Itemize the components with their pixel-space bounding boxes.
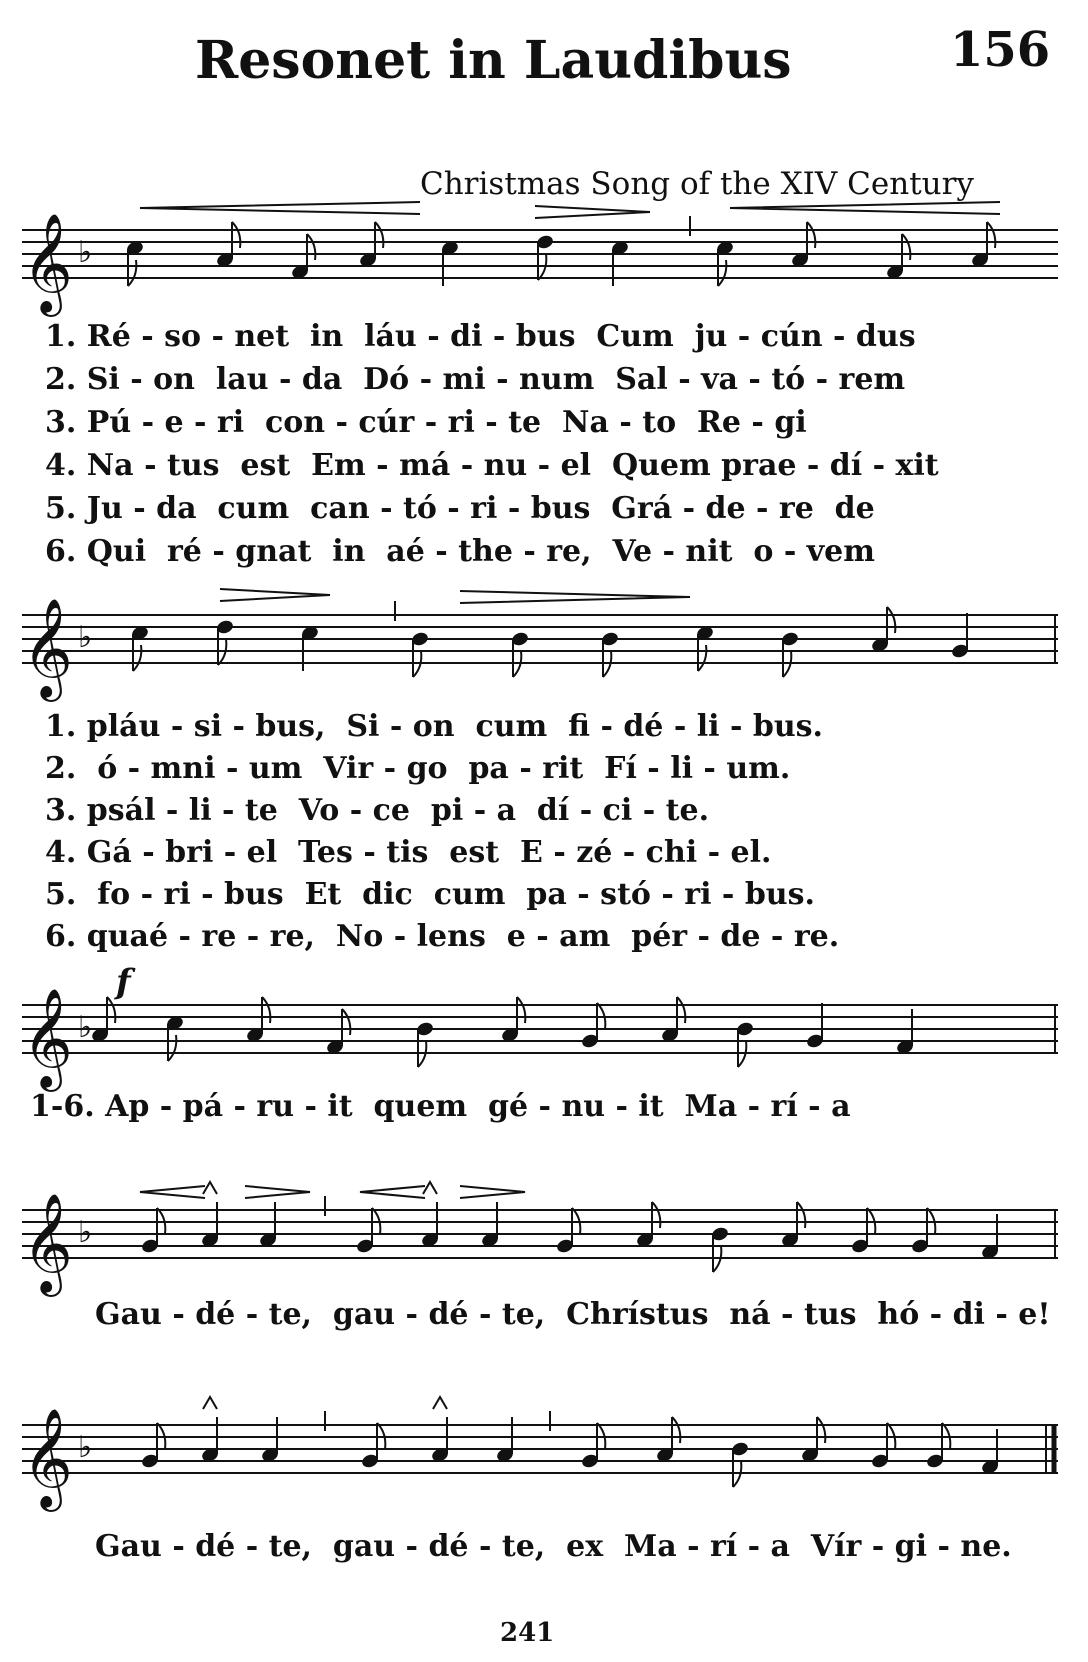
note-flag [797,1202,805,1228]
note-flag [718,260,726,286]
flat-key-signature-icon: ♭ [78,1215,93,1250]
note-flag [817,1417,825,1443]
note-flag [232,222,240,248]
accent-mark [423,1182,437,1194]
staff-system-1 [0,190,1088,320]
lyric-line-5: Gau - dé - te, gau - dé - te, ex Ma - rí - a Vír - gi - ne. [95,1529,1012,1564]
flat-key-signature-icon: ♭ [78,620,93,655]
lyric-line-1-5: 5. Ju - da cum can - tó - ri - bus Grá - de - re de [45,491,875,526]
note-flag [128,260,136,286]
treble-clef-icon: 𝄞 [22,1193,73,1293]
note-flag [342,1009,350,1035]
lyric-line-2-4: 4. Gá - bri - el Tes - tis est E - zé - chi - el. [45,835,772,870]
staff-system-5 [0,1385,1088,1515]
treble-clef-icon: 𝄞 [22,598,73,698]
note-flag [168,1035,176,1061]
treble-clef-icon: 𝄞 [22,988,73,1088]
note-flag [307,234,315,260]
crescendo-hairpin [140,1186,205,1198]
note-flag [807,222,815,248]
lyric-line-1-6: 6. Qui ré - gnat in aé - the - re, Ve - nit o - vem [45,534,875,569]
lyric-line-1-2: 2. Si - on lau - da Dó - mi - num Sal - va - tó - rem [45,362,906,397]
treble-clef-icon: 𝄞 [22,213,73,313]
hymn-number: 156 [950,22,1051,78]
flat-key-signature-icon: ♭ [78,1430,93,1465]
lyric-line-2-6: 6. quaé - re - re, No - lens e - am pér - de - re. [45,919,840,954]
lyric-line-1-4: 4. Na - tus est Em - má - nu - el Quem prae - dí - xit [45,448,939,483]
note-flag [698,645,706,671]
staff-system-4 [0,1170,1088,1300]
decrescendo-hairpin [535,206,650,218]
note-flag [517,997,525,1023]
note-flag [262,997,270,1023]
flat-key-signature-icon: ♭ [78,1010,93,1045]
accent-mark [433,1397,447,1409]
lyric-line-2-3: 3. psál - li - te Vo - ce pi - a dí - ci - te. [45,793,710,828]
note-flag [133,645,141,671]
accent-mark [203,1397,217,1409]
flat-key-signature-icon: ♭ [78,235,93,270]
lyric-line-1-1: 1. Ré - so - net in láu - di - bus Cum ju - cún - dus [45,319,916,354]
treble-clef-icon: 𝄞 [22,1408,73,1508]
crescendo-hairpin [730,202,1000,214]
forte-dynamic: f [116,965,131,1002]
hymn-title: Resonet in Laudibus [195,30,792,91]
note-flag [902,234,910,260]
note-flag [107,997,115,1023]
note-flag [887,607,895,633]
staff-system-2 [0,575,1088,705]
note-flag [987,222,995,248]
decrescendo-hairpin [460,591,690,603]
note-flag [652,1202,660,1228]
lyric-line-1-3: 3. Pú - e - ri con - cúr - ri - te Na - to Re - gi [45,405,807,440]
lyric-line-2-2: 2. ó - mni - um Vir - go pa - rit Fí - li - um. [45,751,791,786]
staff-system-3 [0,965,1088,1095]
decrescendo-hairpin [460,1186,525,1198]
accent-mark [203,1182,217,1194]
crescendo-hairpin [140,202,420,214]
note-flag [375,222,383,248]
hymn-subtitle: Christmas Song of the XIV Century [420,166,974,202]
lyric-line-2-5: 5. fo - ri - bus Et dic cum pa - stó - ri - bus. [45,877,815,912]
decrescendo-hairpin [245,1186,310,1198]
page-number: 241 [500,1618,555,1648]
decrescendo-hairpin [220,589,330,601]
lyric-line-4: Gau - dé - te, gau - dé - te, Chrístus ná - tus hó - di - e! [95,1297,1051,1332]
note-flag [677,997,685,1023]
lyric-line-2-1: 1. pláu - si - bus, Si - on cum fi - dé - li - bus. [45,709,823,744]
lyric-line-3: 1-6. Ap - pá - ru - it quem gé - nu - it Ma - rí - a [30,1089,851,1124]
crescendo-hairpin [360,1186,425,1198]
note-flag [672,1417,680,1443]
